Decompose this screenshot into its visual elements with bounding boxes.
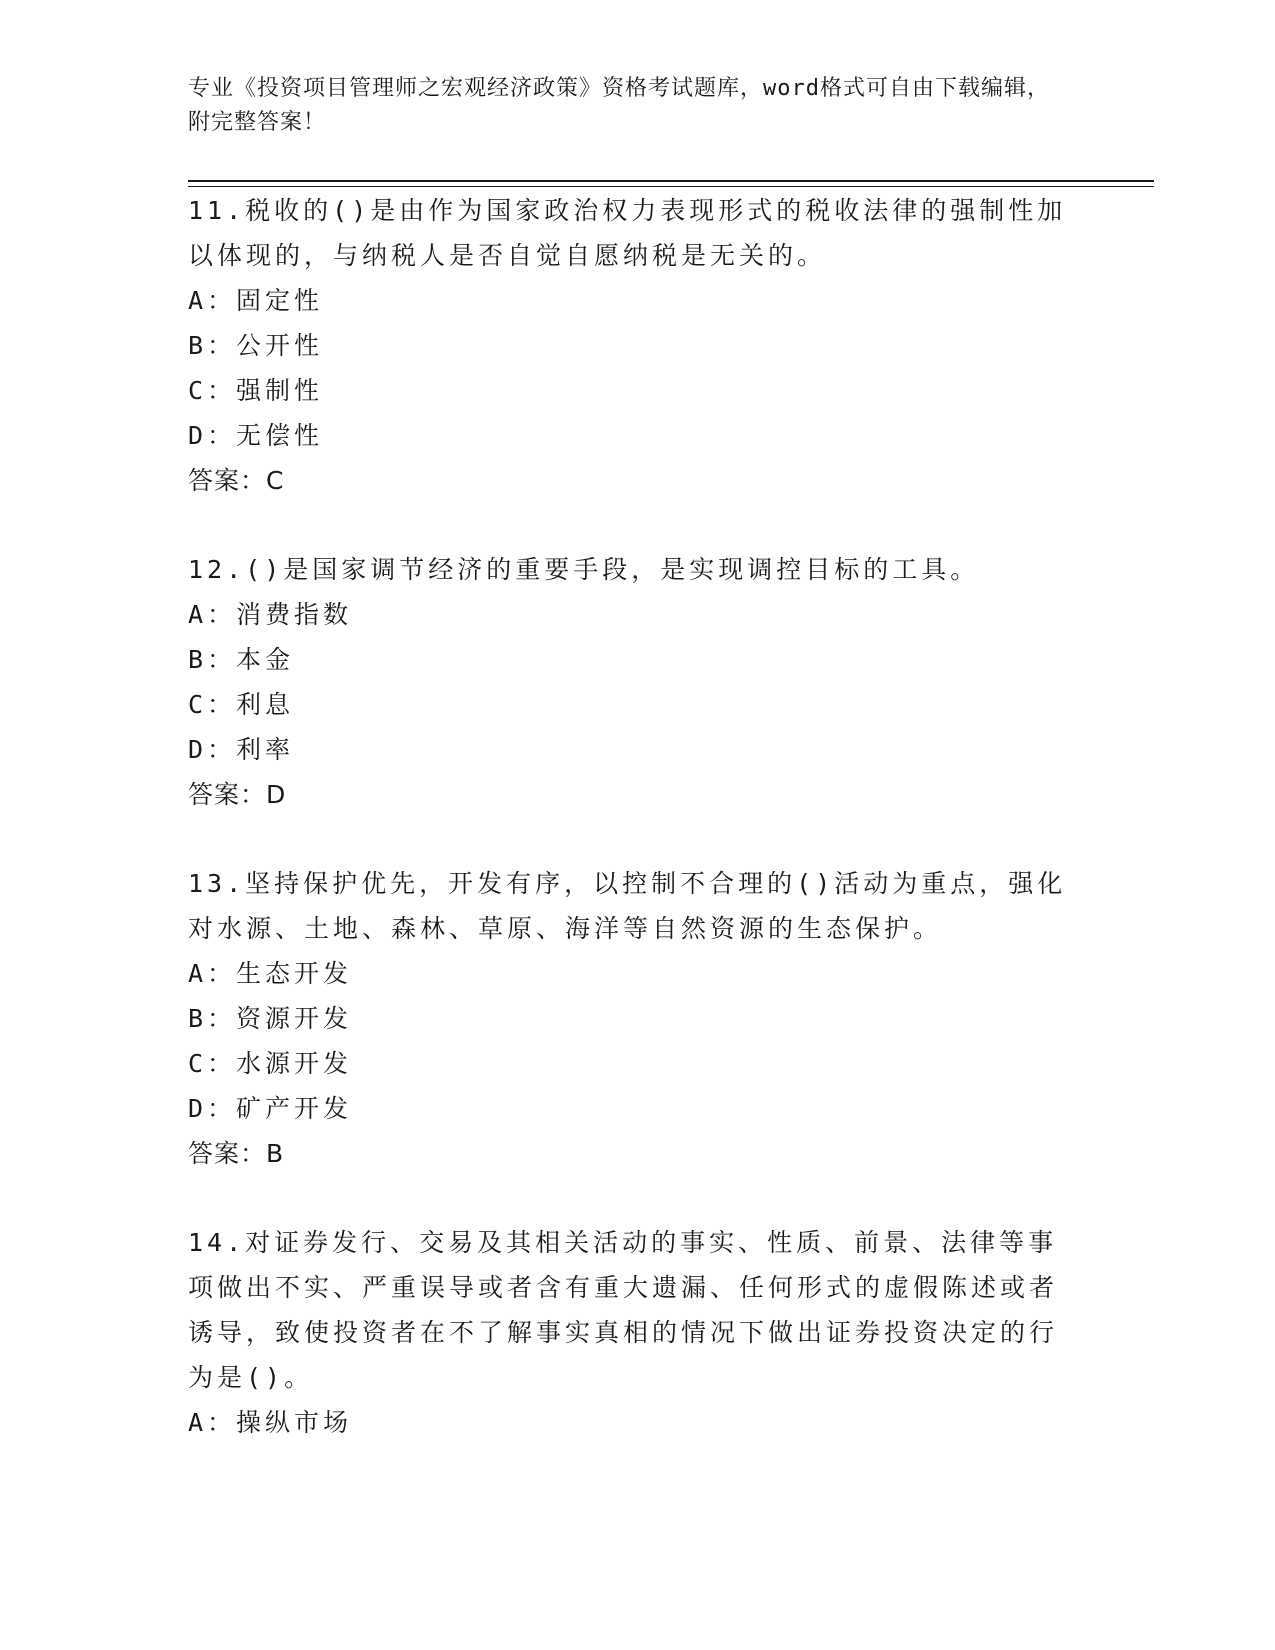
option-a: A：固定性 [188, 286, 324, 315]
option-d: D：矿产开发 [188, 1094, 353, 1123]
option-b: B：资源开发 [188, 1004, 353, 1033]
document-header: 专业《投资项目管理师之宏观经济政策》资格考试题库，word格式可自由下载编辑，附完整答案！ [188, 76, 1050, 135]
header-rule-thick [188, 180, 1154, 182]
answer-line: 答案：C [188, 466, 285, 495]
question-list [188, 188, 1068, 1489]
answer-line: 答案：D [188, 780, 287, 809]
question-13 [188, 861, 1068, 1176]
option-c: C：水源开发 [188, 1049, 353, 1078]
option-d: D：利率 [188, 735, 295, 764]
option-b: B：本金 [188, 645, 295, 674]
question-text: 12.()是国家调节经济的重要手段，是实现调控目标的工具。 [188, 555, 980, 584]
option-a: A：消费指数 [188, 600, 353, 629]
question-text: 11.税收的()是由作为国家政治权力表现形式的税收法律的强制性加以体现的，与纳税人是否自觉自愿纳税是无关的。 [188, 196, 1067, 270]
question-12 [188, 547, 1068, 817]
question-11 [188, 188, 1068, 503]
question-text: 13.坚持保护优先，开发有序，以控制不合理的()活动为重点，强化对水源、土地、森林、草原、海洋等自然资源的生态保护。 [188, 869, 1067, 943]
option-d: D：无偿性 [188, 421, 324, 450]
option-b: B：公开性 [188, 331, 324, 360]
question-text: 14.对证券发行、交易及其相关活动的事实、性质、前景、法律等事项做出不实、严重误导或者含有重大遗漏、任何形式的虚假陈述或者诱导，致使投资者在不了解事实真相的情况下做出证券投资决定的行为是()。 [188, 1228, 1059, 1392]
option-a: A：操纵市场 [188, 1408, 353, 1437]
answer-line: 答案：B [188, 1139, 285, 1168]
question-14 [188, 1220, 1068, 1445]
option-a: A：生态开发 [188, 959, 353, 988]
header-rule-thin [188, 186, 1154, 187]
option-c: C：强制性 [188, 376, 324, 405]
option-c: C：利息 [188, 690, 295, 719]
